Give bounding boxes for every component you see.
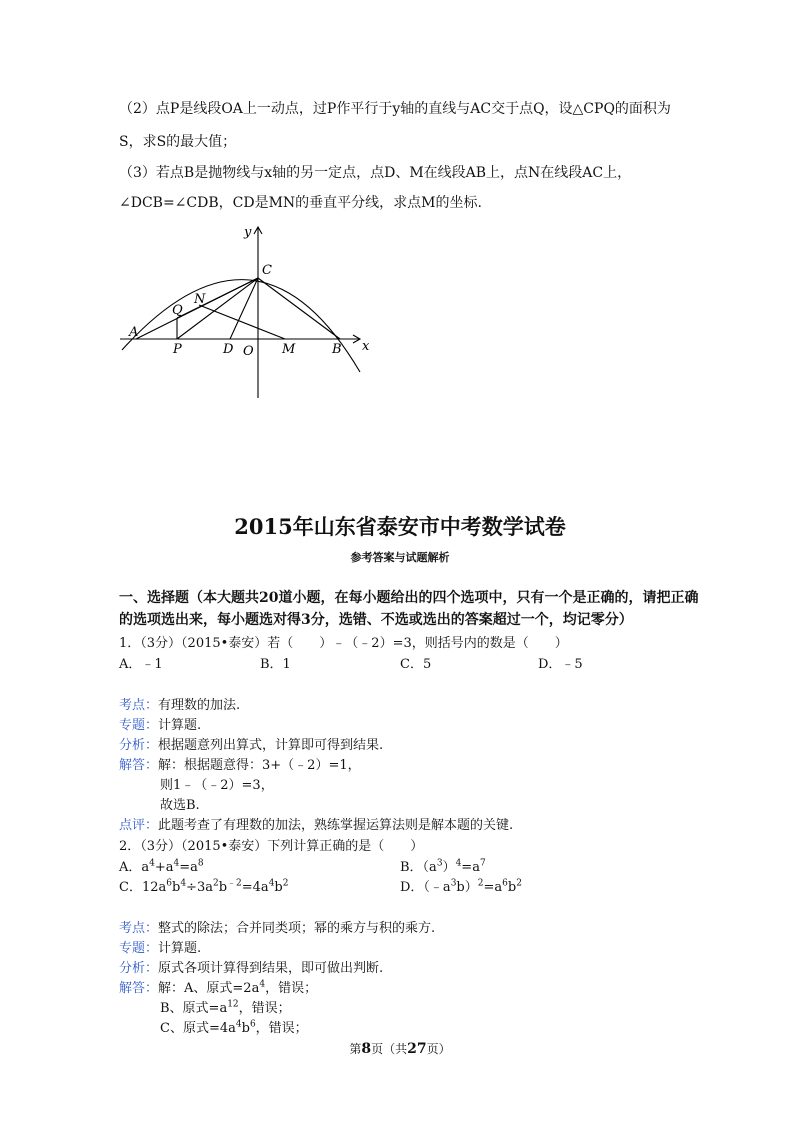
part2-line2: S，求S的最大值； (119, 134, 237, 150)
q1-option-b: B．1 (260, 657, 291, 672)
exam-subtitle: 参考答案与试题解析 (350, 551, 450, 564)
jieda-tag: 解答： (119, 758, 159, 773)
page-total: 27 (407, 1041, 427, 1057)
segment-pc (177, 278, 258, 339)
page-number: 8 (361, 1041, 372, 1057)
fenxi-tag: 分析： (119, 738, 159, 753)
fenxi-tag: 分析： (119, 961, 159, 976)
q1-option-d: D．﹣5 (538, 657, 583, 672)
q1-dianping: 点评：此题考查了有理数的加法，熟练掌握运算法则是解本题的关键. (119, 818, 514, 833)
label-b: B (332, 342, 342, 357)
q2-kaodian: 考点：整式的除法；合并同类项；幂的乘方与积的乘方. (119, 921, 436, 936)
label-p: P (173, 342, 182, 357)
q1-jieda-line3: 故选B. (160, 798, 200, 813)
section-heading-line2: 的选项选出来，每小题选对得3分，选错、不选或选出的答案超过一个，均记零分） (119, 612, 633, 628)
segment-cb (258, 278, 340, 339)
q1-fenxi: 分析：根据题意列出算式，计算即可得到结果. (119, 738, 384, 753)
q2-jieda-c: C、原式$=4a^4b^6$，错误； (160, 1019, 308, 1036)
part3-line1: （3）若点B是抛物线与x轴的另一定点，点D、M在线段AB上，点N在线段AC上， (119, 165, 632, 181)
q2-option-c: C．$12a^6b^4\div 3a^2b^{﹣2}=4a^4b^2$ (119, 878, 289, 895)
label-o: O (243, 344, 254, 359)
q2-jieda-b: B、原式$=a^{12}$，错误； (160, 999, 291, 1016)
q2-option-b: B．$(a^3)^4=a^7$ (400, 858, 486, 875)
parabola-figure (110, 222, 380, 402)
zhuanti-tag: 专题： (119, 941, 159, 956)
section-heading-line1: 一、选择题（本大题共20道小题，在每小题给出的四个选项中，只有一个是正确的，请把正确 (119, 590, 699, 606)
q1-option-a: A．﹣1 (119, 657, 163, 672)
part3-line2: ∠DCB=∠CDB，CD是MN的垂直平分线，求点M的坐标. (119, 195, 482, 211)
q1-jieda: 解答：解：根据题意得：3+（﹣2）=1， (119, 758, 361, 773)
q2-zhuanti: 专题：计算题. (119, 941, 202, 956)
q1-jieda-line2: 则1﹣（﹣2）=3， (160, 778, 274, 793)
label-c: C (262, 263, 272, 278)
q1-stem: 1．（3分）（2015•泰安）若（ ）﹣（﹣2）=3，则括号内的数是（ ） (119, 636, 568, 651)
dianping-tag: 点评： (119, 818, 159, 833)
q2-option-a: A．$a^4+a^4=a^8$ (119, 858, 204, 875)
label-m: M (282, 342, 296, 357)
page-footer: 第8页（共27页） (349, 1041, 451, 1057)
label-d: D (223, 342, 234, 357)
label-x: x (362, 339, 370, 354)
label-q: Q (172, 303, 183, 318)
exam-title: 2015年山东省泰安市中考数学试卷 (234, 514, 566, 539)
segment-cd (230, 278, 258, 339)
q2-option-d: D．$(﹣a^3b)^2=a^6b^2$ (400, 878, 522, 895)
segment-nm (199, 305, 285, 339)
zhuanti-tag: 专题： (119, 718, 159, 733)
jieda-tag: 解答： (119, 981, 159, 996)
parabola-curve (122, 280, 360, 372)
q2-stem: 2．（3分）（2015•泰安）下列计算正确的是（ ） (119, 839, 424, 854)
label-n: N (194, 292, 206, 307)
q1-zhuanti: 专题：计算题. (119, 718, 202, 733)
part2-line1: （2）点P是线段OA上一动点，过P作平行于y轴的直线与AC交于点Q，设△CPQ的面积为 (119, 101, 671, 117)
q2-fenxi: 分析：原式各项计算得到结果，即可做出判断. (119, 961, 384, 976)
q1-option-c: C．5 (400, 657, 432, 672)
label-a: A (129, 325, 139, 340)
label-y: y (244, 225, 252, 240)
q2-jieda: 解答：解：A、原式$=2a^4$，错误； (119, 979, 318, 996)
kaodian-tag: 考点： (119, 698, 159, 713)
q1-kaodian: 考点：有理数的加法. (119, 698, 241, 713)
kaodian-tag: 考点： (119, 921, 159, 936)
